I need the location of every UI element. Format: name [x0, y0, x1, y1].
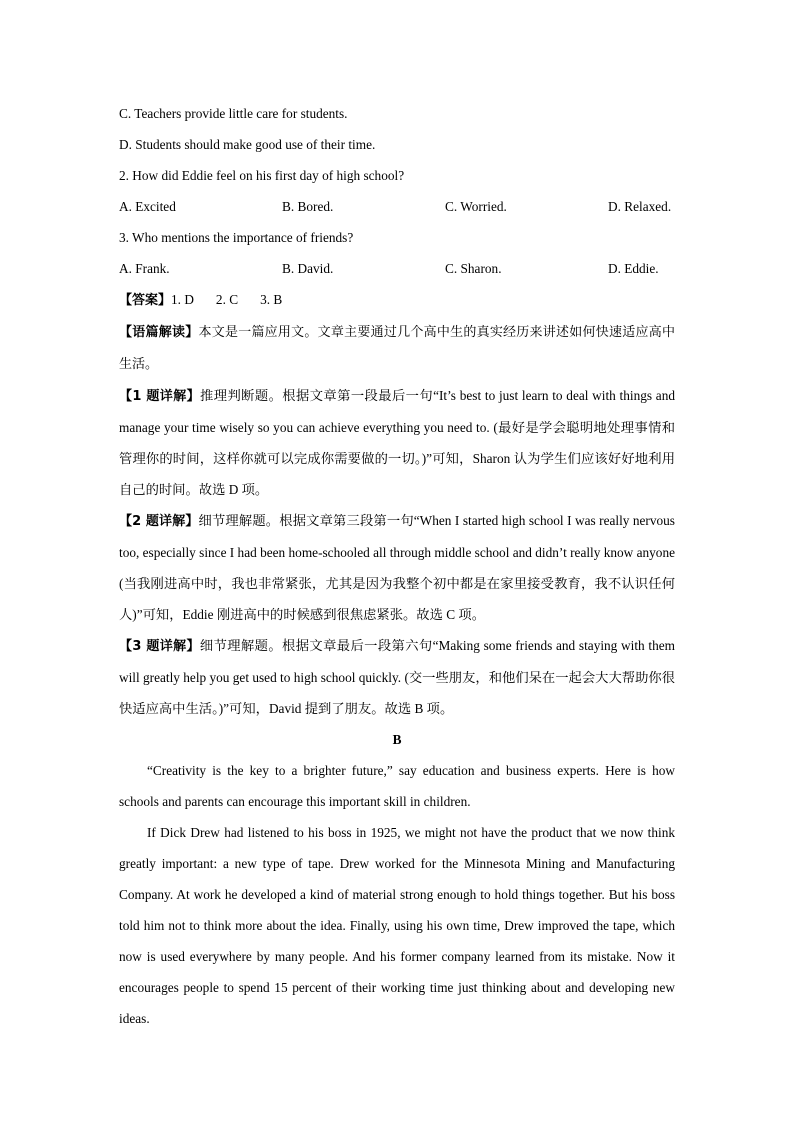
answer-line: [119, 284, 675, 316]
q2-option-a: A. Excited: [119, 199, 176, 214]
answer-label: 【答案】: [119, 293, 172, 308]
analysis-text: 本文是一篇应用文。文章主要通过几个高中生的真实经历来讲述如何快速适应高中生活。: [119, 325, 675, 372]
question-2-options: [119, 191, 675, 222]
section-b-paragraph-2: If Dick Drew had listened to his boss in 1925, we might not have the product that we now think greatly important: a new type of tape. Drew worked for the Minnesota Mining and Manufacturing Company. At work he developed a kind of material strong enough to hold things together. But his boss told him not to think more about the idea. Finally, using his own time, Drew improved the tape, which now is used everywhere by many people. And his former company learned from its mistake. Now it encourages people to spend 15 percent of their working time just thinking about and developing new ideas.: [119, 825, 675, 1026]
section-b-heading: B: [392, 732, 402, 747]
section-b-paragraph-1: “Creativity is the key to a brighter future,” say education and business experts. Here is how schools and parents can encourage this important skill in children.: [119, 763, 675, 809]
analysis-label: 【语篇解读】: [119, 325, 199, 340]
q2-option-d: D. Relaxed.: [608, 199, 672, 214]
q2-option-b: B. Bored.: [282, 199, 334, 214]
q1-option-d: D. Students should make good use of their time.: [119, 137, 376, 152]
q3-option-a: A. Frank.: [119, 261, 170, 276]
document-page: [119, 98, 675, 1034]
detail-3-label: 【3 题详解】: [119, 639, 200, 654]
answer-item: 2. C: [215, 292, 239, 307]
q3-option-d: D. Eddie.: [608, 261, 659, 276]
detail-1-paragraph: [119, 380, 675, 505]
detail-3-paragraph: [119, 630, 675, 724]
detail-2-text: 细节理解题。根据文章第三段第一句“When I started high school I was really nervous too, especially since I had been home-schooled all through middle school and didn’t really know anyone (当我刚进高中时，我也非常紧张，尤其是因为我整个初中都是在家里接受教育，我不认识任何人)”可知，Eddie 刚进高中的时候感到很焦虑紧张。故选 C 项。: [119, 513, 675, 622]
q3-option-c: C. Sharon.: [445, 261, 502, 276]
detail-3-text: 细节理解题。根据文章最后一段第六句“Making some friends and staying with them will greatly help you get used to high school quickly. (交一些朋友，和他们呆在一起会大大帮助你很快适应高中生活。)”可知，David 提到了朋友。故选 B 项。: [119, 638, 675, 716]
detail-1-label: 【1 题详解】: [119, 389, 201, 404]
question-3-options: [119, 253, 675, 284]
answer-item: 1. D: [171, 292, 194, 307]
detail-1-text: 推理判断题。根据文章第一段最后一句“It’s best to just learn to deal with things and manage your time wisely so you can achieve everything you need to. (最好是学会聪明地处理事情和管理你的时间，这样你就可以完成你需要做的一切。)”可知，Sharon 认为学生们应该好好地利用自己的时间。故选 D 项。: [119, 388, 675, 497]
answer-item: 3. B: [260, 292, 283, 307]
q2-option-c: C. Worried.: [445, 199, 507, 214]
analysis-paragraph: [119, 316, 675, 380]
detail-2-label: 【2 题详解】: [119, 514, 199, 529]
q1-option-c: C. Teachers provide little care for students.: [119, 106, 348, 121]
question-3: 3. Who mentions the importance of friends?: [119, 230, 354, 245]
question-2: 2. How did Eddie feel on his first day of high school?: [119, 168, 405, 183]
detail-2-paragraph: [119, 505, 675, 630]
q3-option-b: B. David.: [282, 261, 334, 276]
